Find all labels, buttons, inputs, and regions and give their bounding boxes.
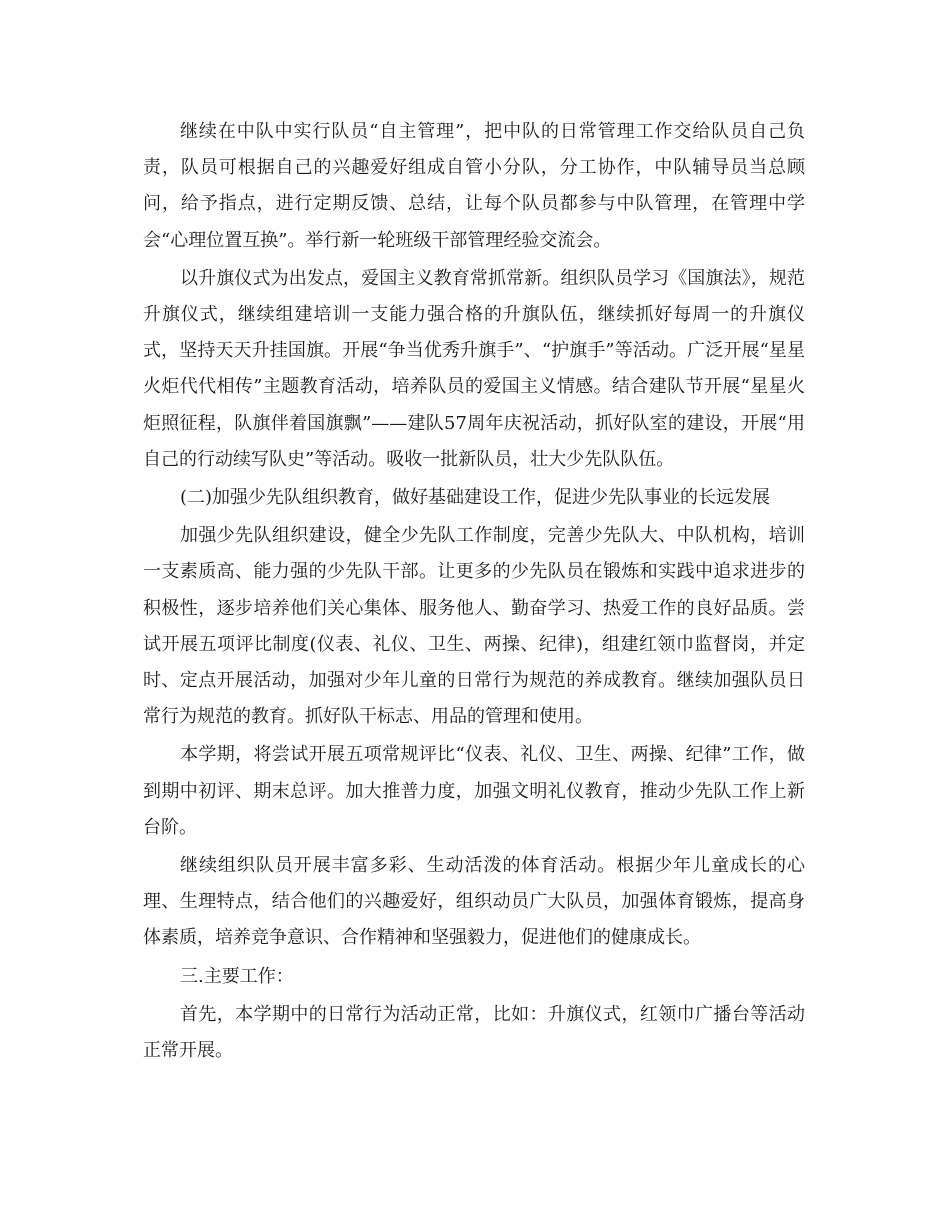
document-body [143, 114, 805, 1071]
paragraph-self-management: 继续在中队中实行队员“自主管理”，把中队的日常管理工作交给队员自己负责，队员可根据自己的兴趣爱好组成自管小分队，分工协作，中队辅导员当总顾问，给予指点，进行定期反馈、总结，让每个队员都参与中队管理，在管理中学会“心理位置互换”。举行新一轮班级干部管理经验交流会。 [143, 121, 805, 251]
paragraph-flag-raising: 以升旗仪式为出发点，爱国主义教育常抓常新。组织队员学习《国旗法》，规范升旗仪式，继续组建培训一支能力强合格的升旗队伍，继续抓好每周一的升旗仪式，坚持天天升挂国旗。开展“争当优秀升旗手”、“护旗手”等活动。广泛开展“星星火炬代代相传”主题教育活动，培养队员的爱国主义情感。结合建队节开展“星星火炬照征程，队旗伴着国旗飘”——建队57周年庆祝活动，抓好队室的建设，开展“用自己的行动续写队史”等活动。吸收一批新队员，壮大少先队队伍。 [143, 267, 805, 470]
section-heading-main-work: 三.主要工作： [180, 965, 294, 987]
paragraph-organization-building: 加强少先队组织建设，健全少先队工作制度，完善少先队大、中队机构，培训一支素质高、能力强的少先队干部。让更多的少先队员在锻炼和实践中追求进步的积极性，逐步培养他们关心集体、服务他人、勤奋学习、热爱工作的良好品质。尝试开展五项评比制度(仪表、礼仪、卫生、两操、纪律)，组建红领巾监督岗，并定时、定点开展活动，加强对少年儿童的日常行为规范的养成教育。继续加强队员日常行为规范的教育。抓好队干标志、用品的管理和使用。 [143, 525, 805, 728]
paragraph-five-evaluations: 本学期，将尝试开展五项常规评比“仪表、礼仪、卫生、两操、纪律”工作，做到期中初评、期末总评。加大推普力度，加强文明礼仪教育，推动少先队工作上新台阶。 [143, 744, 805, 838]
paragraph-daily-activities: 首先，本学期中的日常行为活动正常，比如：升旗仪式，红领巾广播台等活动正常开展。 [143, 1003, 805, 1062]
paragraph-sports-activities: 继续组织队员开展丰富多彩、生动活泼的体育活动。根据少年儿童成长的心理、生理特点，结合他们的兴趣爱好，组织动员广大队员，加强体育锻炼，提高身体素质，培养竞争意识、合作精神和坚强毅力，促进他们的健康成长。 [143, 855, 805, 949]
section-heading-organization-education: (二)加强少先队组织教育，做好基础建设工作，促进少先队事业的长远发展 [180, 487, 771, 509]
